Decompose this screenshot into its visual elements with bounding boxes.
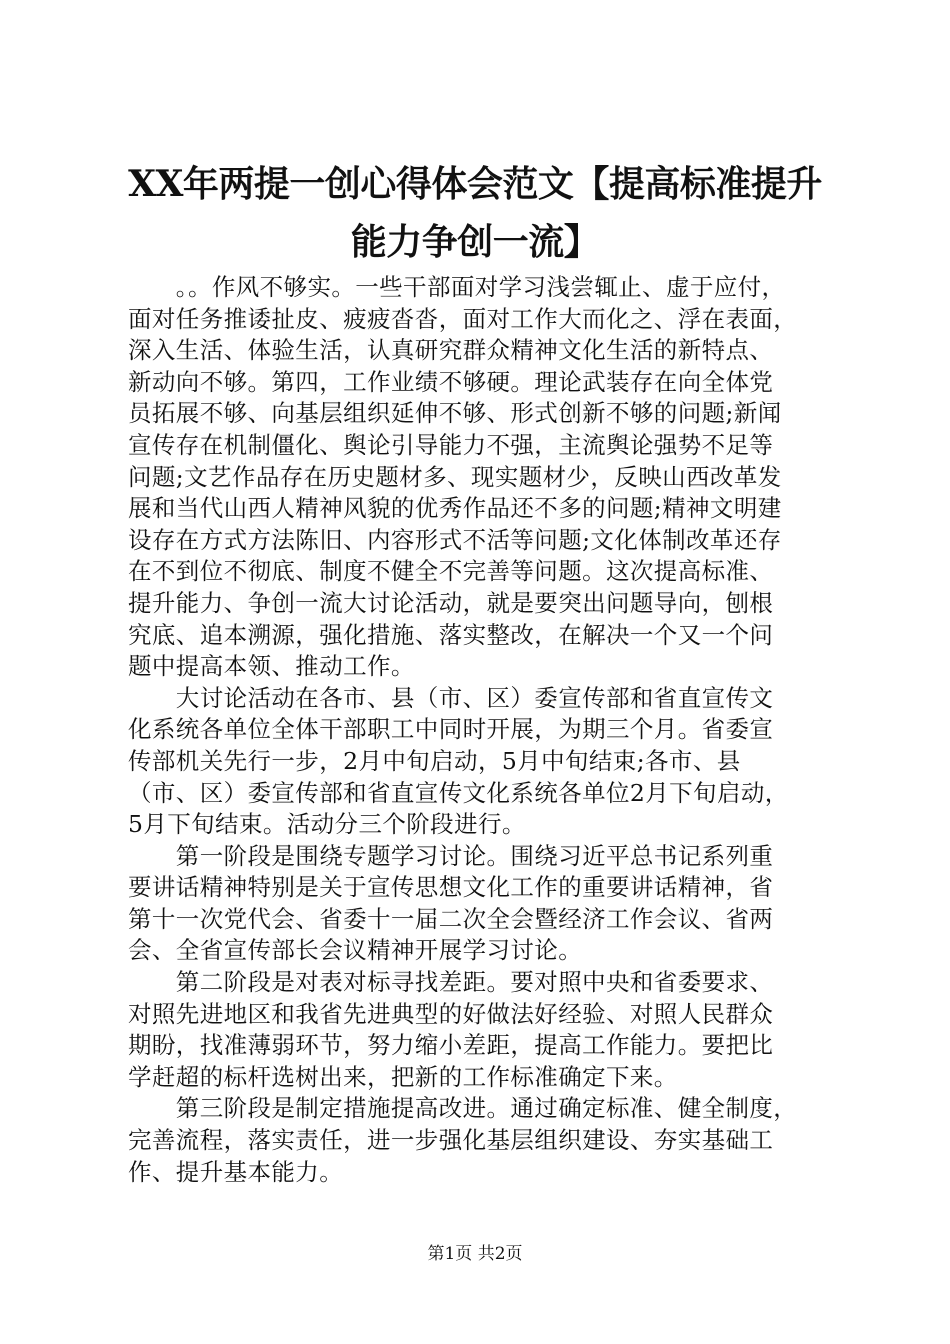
body-line: 究底、追本溯源，强化措施、落实整改，在解决一个又一个问 [128,620,774,649]
body-line: 化系统各单位全体干部职工中同时开展，为期三个月。省委宣 [128,715,774,744]
body-line: 5月下旬结束。活动分三个阶段进行。 [128,810,526,839]
body-line: 新动向不够。第四，工作业绩不够硬。理论武装存在向全体党 [128,367,774,396]
body-line: 要讲话精神特别是关于宣传思想文化工作的重要讲话精神，省 [128,873,774,902]
body-line: 对照先进地区和我省先进典型的好做法好经验、对照人民群众 [128,999,774,1028]
body-line: 题中提高本领、推动工作。 [128,652,415,681]
body-line: 在不到位不彻底、制度不健全不完善等问题。这次提高标准、 [128,557,774,586]
body-line: （市、区）委宣传部和省直宣传文化系统各单位2月下旬启动， [128,778,789,807]
body-line: 第一阶段是围绕专题学习讨论。围绕习近平总书记系列重 [128,841,774,870]
body-line: 宣传存在机制僵化、舆论引导能力不强，主流舆论强势不足等 [128,430,774,459]
body-line: 问题;文艺作品存在历史题材多、现实题材少，反映山西改革发 [128,462,782,491]
body-line: 展和当代山西人精神风貌的优秀作品还不多的问题;精神文明建 [128,494,782,523]
body-line: 会、全省宣传部长会议精神开展学习讨论。 [128,936,583,965]
body-line: 传部机关先行一步，2月中旬启动，5月中旬结束;各市、县 [128,746,741,775]
body-line: 提升能力、争创一流大讨论活动，就是要突出问题导向，刨根 [128,588,774,617]
body-line: 员拓展不够、向基层组织延伸不够、形式创新不够的问题;新闻 [128,399,782,428]
body-line: 作、提升基本能力。 [128,1157,344,1186]
body-line: 第三阶段是制定措施提高改进。通过确定标准、健全制度， [128,1094,798,1123]
body-line: 期盼，找准薄弱环节，努力缩小差距，提高工作能力。要把比 [128,1031,774,1060]
body-line: 完善流程，落实责任，进一步强化基层组织建设、夯实基础工 [128,1126,774,1155]
document-title-line-2: 能力争创一流】 [350,221,600,263]
body-line: 学赶超的标杆选树出来，把新的工作标准确定下来。 [128,1062,678,1091]
body-line: 第十一次党代会、省委十一届二次全会暨经济工作会议、省两 [128,904,774,933]
body-line: 大讨论活动在各市、县（市、区）委宣传部和省直宣传文 [128,683,774,712]
body-line: 第二阶段是对表对标寻找差距。要对照中央和省委要求、 [128,968,774,997]
body-line: 面对任务推诿扯皮、疲疲沓沓，面对工作大而化之、浮在表面， [128,304,798,333]
document-title-line-1: XX年两提一创心得体会范文【提高标准提升 [128,163,822,205]
body-line: 设存在方式方法陈旧、内容形式不活等问题;文化体制改革还存 [128,525,782,554]
document-body [128,272,828,1188]
body-line: 深入生活、体验生活，认真研究群众精神文化生活的新特点、 [128,336,774,365]
page-footer: 第1页 共2页 [427,1244,523,1264]
body-line: 。。作风不够实。一些干部面对学习浅尝辄止、虚于应付， [128,273,786,301]
